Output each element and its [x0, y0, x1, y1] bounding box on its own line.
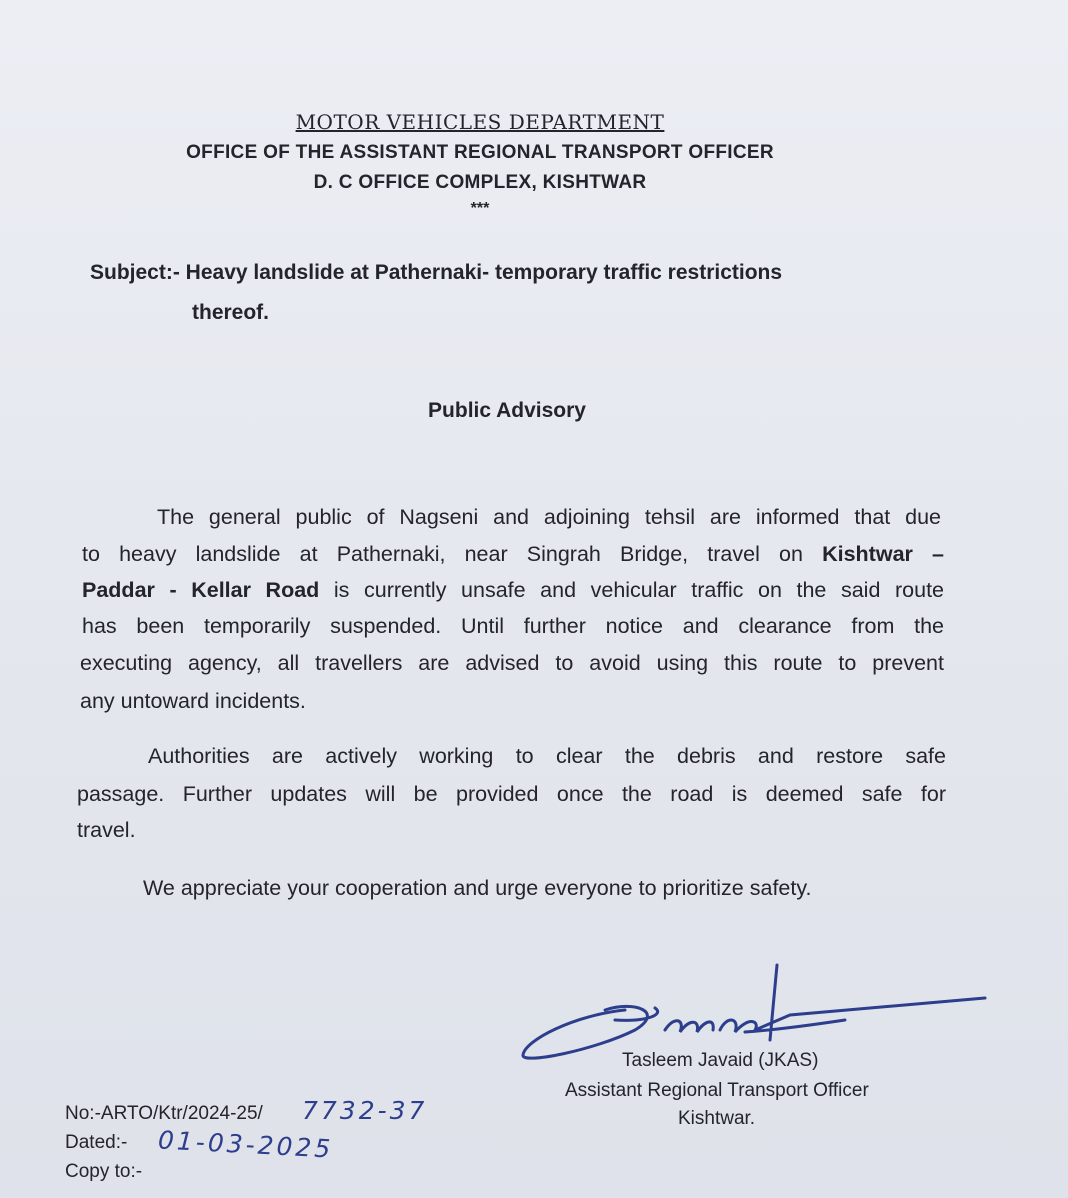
closing-paragraph: We appreciate your cooperation and urge everyone to prioritize safety.: [143, 876, 812, 900]
text-line: has been temporarily suspended. Until further notice and clearance from the: [82, 614, 944, 638]
text-line: executing agency, all travellers are advised to avoid using this route to prevent: [80, 651, 944, 675]
text-line: Authorities are actively working to clear the debris and restore safe: [148, 744, 946, 768]
text-line: any untoward incidents.: [80, 689, 306, 713]
subject-line-cont: thereof.: [192, 301, 270, 324]
text-span: to heavy landslide at Pathernaki, near Singrah Bridge, travel on: [82, 542, 823, 566]
text-line: [82, 578, 944, 603]
text-line: passage. Further updates will be provided once the road is deemed safe for: [77, 782, 946, 806]
text-line: travel.: [77, 818, 136, 842]
reference-number-handwritten: 7732-37: [302, 1096, 428, 1125]
copy-to-label: Copy to:-: [65, 1161, 143, 1182]
reference-number-label: No:-ARTO/Ktr/2024-25/: [65, 1103, 263, 1124]
bold-span: Kishtwar –: [822, 542, 944, 566]
department-title: MOTOR VEHICLES DEPARTMENT: [295, 110, 665, 134]
office-title: OFFICE OF THE ASSISTANT REGIONAL TRANSPORT OFFICER: [186, 142, 774, 163]
subject-line: Subject:- Heavy landslide at Pathernaki- temporary traffic restrictions: [90, 261, 783, 284]
dated-label: Dated:-: [65, 1132, 128, 1153]
date-handwritten: 01-03-2025: [157, 1125, 334, 1164]
separator: ***: [470, 200, 490, 217]
text-line: The general public of Nagseni and adjoining tehsil are informed that due: [157, 505, 941, 529]
advisory-heading: Public Advisory: [428, 399, 586, 422]
signatory-designation: Assistant Regional Transport Officer: [565, 1080, 869, 1101]
text-line: [82, 542, 944, 567]
signatory-name: Tasleem Javaid (JKAS): [622, 1050, 819, 1071]
signatory-place: Kishtwar.: [678, 1108, 756, 1129]
text-span: is currently unsafe and vehicular traffic on the said route: [319, 578, 944, 602]
bold-span: Paddar - Kellar Road: [82, 578, 320, 602]
office-address: D. C OFFICE COMPLEX, KISHTWAR: [313, 172, 647, 193]
